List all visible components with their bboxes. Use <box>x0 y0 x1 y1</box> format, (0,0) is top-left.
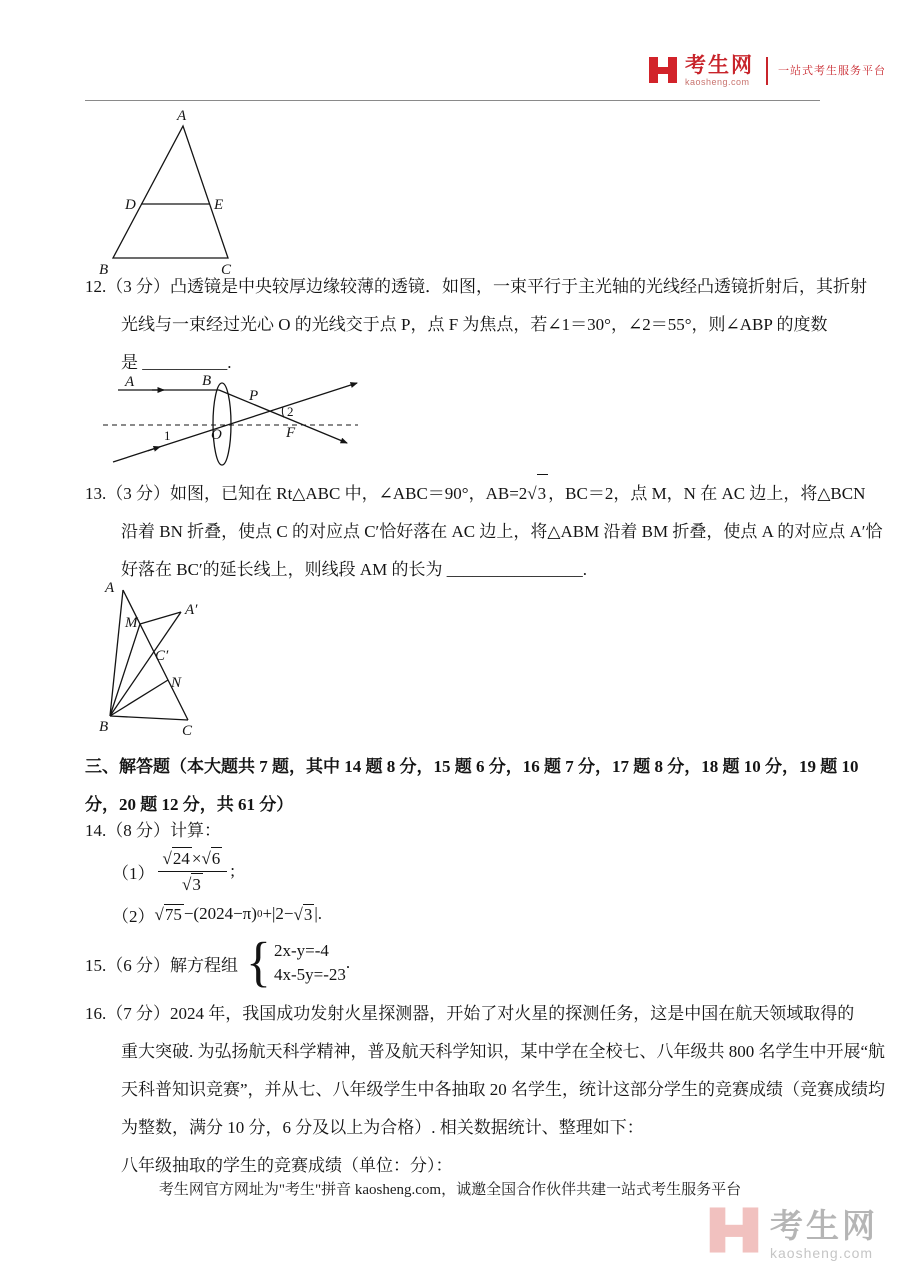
watermark-logo <box>708 1204 878 1262</box>
equation-system <box>274 939 346 987</box>
vertex-label-d: D <box>125 197 136 213</box>
angle-label-2: 2 <box>287 404 294 419</box>
cases-brace: { <box>246 932 271 993</box>
vertex-label-e: E <box>214 197 224 213</box>
q12-line-2: 光线与一束经过光心 O 的光线交于点 P，点 F 为焦点，若∠1＝30°，∠2＝55°，则∠ABP 的度数 <box>121 315 828 334</box>
vertex-label-c: C <box>221 262 232 276</box>
vertex-label-b: B <box>99 262 109 276</box>
brand-domain: kaosheng.com <box>685 77 750 87</box>
segment-ma-prime <box>140 612 181 624</box>
q16-line-5: 八年级抽取的学生的竞赛成绩（单位：分）： <box>121 1156 453 1175</box>
q15-intro: 15.（6 分）解方程组 <box>85 955 238 975</box>
q12-line-1: 12.（3 分）凸透镜是中央较厚边缘较薄的透镜．如图，一束平行于主光轴的光线经凸透镜折射后，其折射 <box>85 277 867 296</box>
brand-h-icon <box>648 55 678 90</box>
equation-2: 4x-5y=-23 <box>273 965 346 984</box>
q12-line-3: 是 __________. <box>121 353 232 372</box>
watermark-h-icon <box>708 1204 760 1261</box>
point-label-p: P <box>249 388 259 404</box>
equation-1: 2x-y=-4 <box>273 941 329 960</box>
fold-label-c-prime: C′ <box>155 648 169 664</box>
section-header-line-2: 分，20 题 12 分，共 61 分） <box>85 795 294 814</box>
fold-label-b: B <box>99 719 109 735</box>
q13-line-3: 好落在 BC′的延长线上，则线段 AM 的长为 ________________. <box>121 560 588 579</box>
point-label-b: B <box>202 373 212 389</box>
q16-line-4: 为整数，满分 10 分，6 分及以上为合格）. 相关数据统计、整理如下： <box>121 1118 644 1137</box>
q13-line-2: 沿着 BN 折叠，使点 C 的对应点 C′恰好落在 AC 边上，将△ABM 沿着 BM 折叠，使点 A 的对应点 A′恰 <box>121 522 883 541</box>
watermark-domain: kaosheng.com <box>770 1245 874 1261</box>
logo-divider <box>766 57 768 85</box>
brand-tagline: 一站式考生服务平台 <box>778 65 886 77</box>
side-bc <box>110 716 188 720</box>
fold-label-n: N <box>171 675 182 691</box>
triangle-outline <box>113 126 228 258</box>
triangle-figure <box>95 106 255 276</box>
question-13 <box>85 474 883 589</box>
fold-label-c: C <box>182 723 193 739</box>
q14-label: 14.（8 分）计算： <box>85 821 221 840</box>
q14-item-2: （2） √75 −(2024−π) 0 +|2− √3 |. <box>112 904 323 926</box>
point-label-f: F <box>286 425 296 441</box>
page-footer: 考生网官方网址为"考生"拼音 kaosheng.com，诚邀全国合作伙伴共建一站式考生服务平台 <box>158 1182 742 1198</box>
question-12 <box>85 268 867 382</box>
watermark-brand: 考生网 <box>770 1207 878 1244</box>
header-rule <box>85 100 820 101</box>
fold-ba-prime <box>110 612 181 716</box>
fold-label-m: M <box>125 615 138 631</box>
question-16 <box>85 995 886 1185</box>
fold-label-a: A <box>105 580 115 596</box>
q16-line-1: 16.（7 分）2024 年，我国成功发射火星探测器，开始了对火星的探测任务，这是中国在航天领域取得的 <box>85 1004 855 1023</box>
lens-figure <box>100 372 370 477</box>
point-label-o: O <box>211 427 222 443</box>
fold-figure <box>98 580 218 745</box>
q16-line-2: 重大突破. 为弘扬航天科学精神，普及航天科学知识，某中学在全校七、八年级共 800 名学生中开展“航 <box>121 1042 886 1061</box>
section-header-line-1: 三、解答题（本大题共 7 题，其中 14 题 8 分，15 题 6 分，16 题 7 分，17 题 8 分，18 题 10 分，19 题 10 <box>85 757 859 776</box>
ray-arrow-2 <box>148 447 160 451</box>
site-logo <box>648 55 886 90</box>
fold-bn <box>110 680 168 716</box>
q15-period: . <box>345 953 351 972</box>
q14-item-1: （1） $\frac{√24 \times√6}{√3}$ ; <box>112 848 236 894</box>
fold-label-a-prime: A′ <box>185 602 198 618</box>
point-label-a: A <box>125 374 135 390</box>
angle-label-1: 1 <box>164 428 171 443</box>
question-15 <box>85 932 351 993</box>
vertex-label-a: A <box>177 108 187 124</box>
q16-line-3: 天科普知识竞赛”，并从七、八年级学生中各抽取 20 名学生，统计这部分学生的竞赛成绩（竞赛成绩均 <box>121 1080 886 1099</box>
q13-line-1: 13.（3 分）如图，已知在 Rt△ABC 中，∠ABC＝90°，AB=2√3 ，BC＝2，点 M，N 在 AC 边上，将△BCN <box>85 474 882 513</box>
brand-name: 考生网 <box>685 54 754 77</box>
